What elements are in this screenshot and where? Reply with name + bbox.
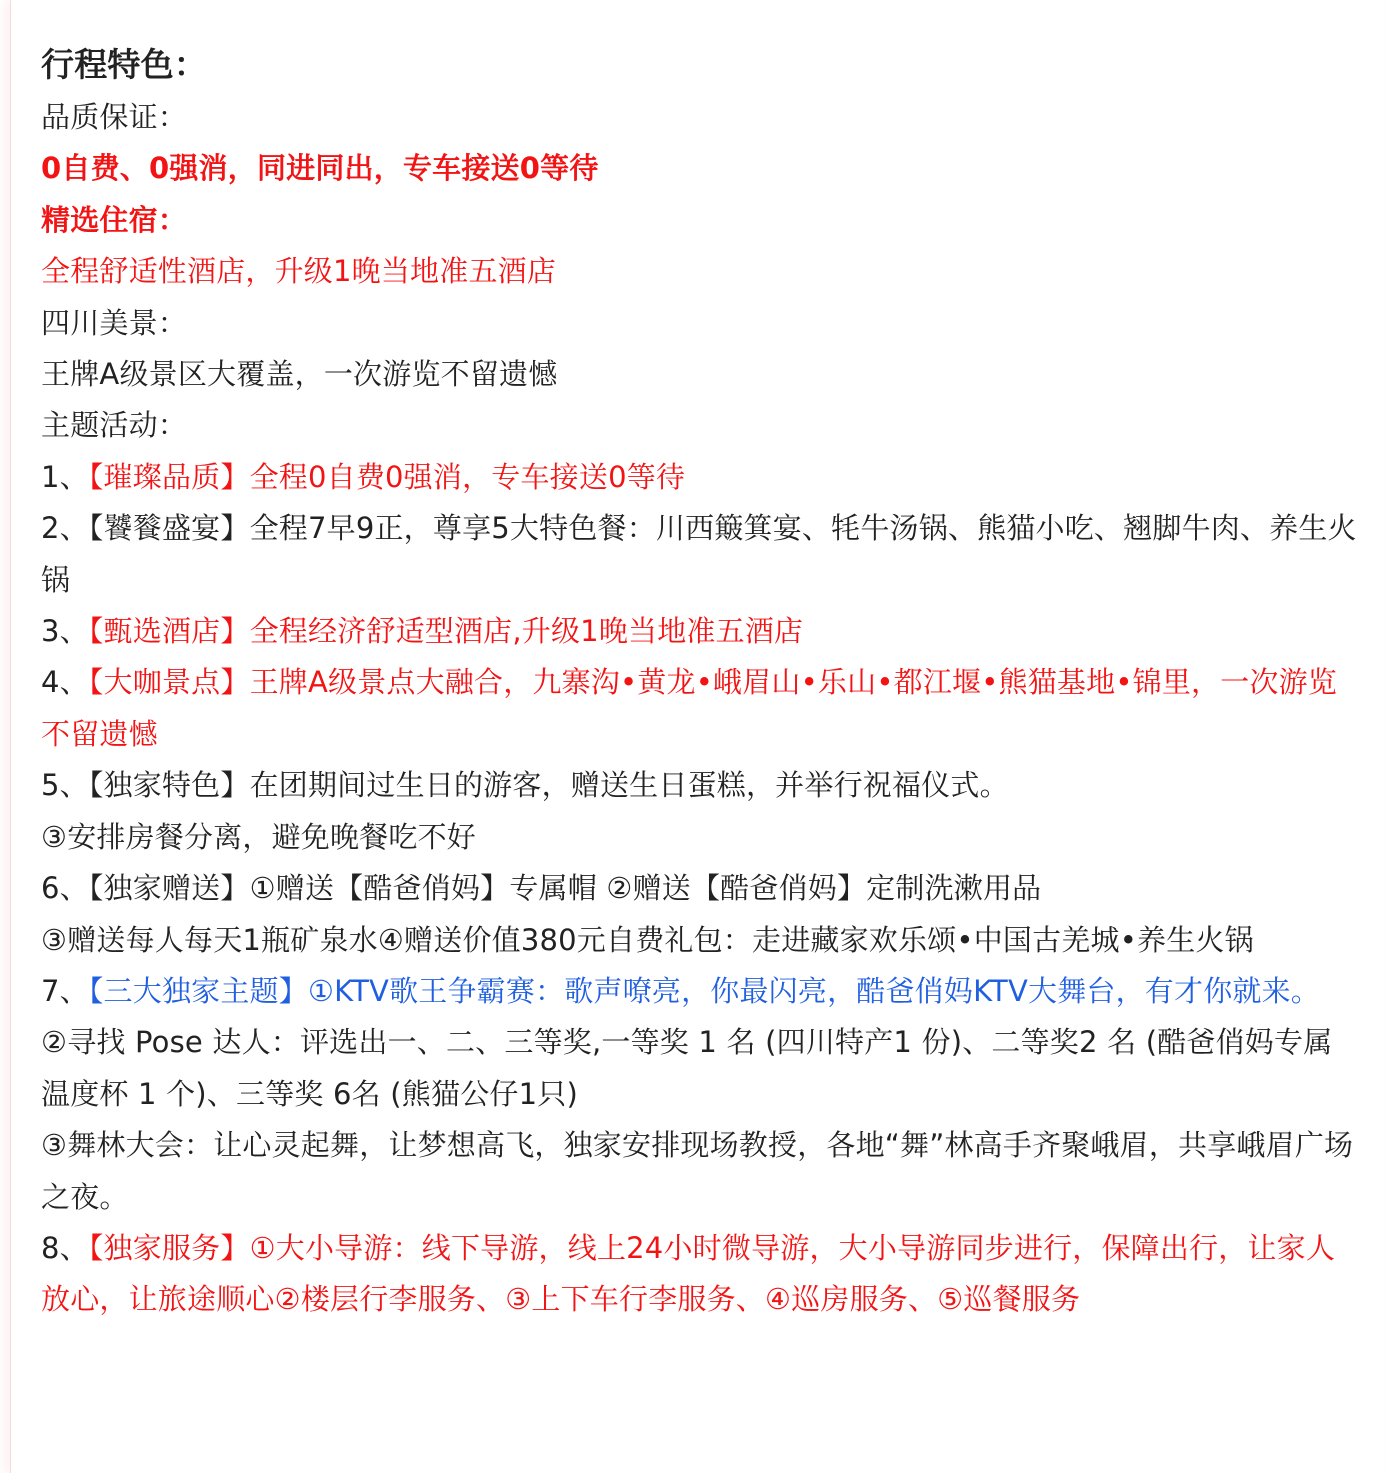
list-item <box>41 657 1359 760</box>
item-text: 王牌A级景点大融合，九寨沟•黄龙•峨眉山•乐山•都江堰•熊猫基地•锦里，一次游览不留遗憾 <box>41 665 1338 751</box>
item-title: 【甄选酒店】 <box>88 614 250 649</box>
page-title: 行程特色： <box>41 45 207 84</box>
item-number: 2、 <box>41 511 89 546</box>
item-text: ①大小导游：线下导游，线上24小时微导游，大小导游同步进行，保障出行，让家人放心，让旅途顺心②楼层行李服务、③上下车行李服务、④巡房服务、⑤巡餐服务 <box>41 1230 1336 1317</box>
list-item <box>41 966 1359 1017</box>
itinerary-features <box>41 38 1359 1326</box>
item-title: 【独家赠送】 <box>88 871 250 906</box>
activities-label: 主题活动： <box>41 408 188 443</box>
item-extra: ②寻找 Pose 达人：评选出一、二、三等奖,一等奖 1 名 (四川特产1 份)、二等奖2 名 (酷爸俏妈专属温度杯 1 个)、三等奖 6名 (熊猫公仔1只) <box>41 1025 1333 1111</box>
lodging-label: 精选住宿： <box>41 202 188 237</box>
list-item <box>41 503 1359 606</box>
item-title: 【璀璨品质】 <box>88 459 250 494</box>
item-extra: ③舞林大会：让心灵起舞，让梦想高飞，独家安排现场教授，各地“舞”林高手齐聚峨眉，共享峨眉广场之夜。 <box>41 1128 1354 1214</box>
scenery-text: 王牌A级景区大覆盖，一次游览不留遗憾 <box>41 357 558 392</box>
item-number: 6、 <box>41 871 89 906</box>
scenery-label: 四川美景： <box>41 305 188 340</box>
item-title: 【大咖景点】 <box>88 665 250 700</box>
list-item <box>41 760 1359 811</box>
item-text: 全程0自费0强消，专车接送0等待 <box>249 459 686 494</box>
item-text: ①KTV歌王争霸赛：歌声嘹亮，你最闪亮，酷爸俏妈KTV大舞台，有才你就来。 <box>307 973 1321 1008</box>
item-number: 5、 <box>41 768 89 803</box>
item-text: 全程7早9正，尊享5大特色餐：川西簸箕宴、牦牛汤锅、熊猫小吃、翘脚牛肉、养生火锅 <box>41 511 1357 597</box>
list-item <box>41 863 1359 914</box>
item-title: 【饕餮盛宴】 <box>88 511 250 546</box>
lodging-text: 全程舒适性酒店，升级1晚当地准五酒店 <box>41 254 557 289</box>
item-title: 【独家服务】 <box>88 1230 250 1265</box>
document-card <box>10 0 1385 1473</box>
item-text: 全程经济舒适型酒店,升级1晚当地准五酒店 <box>249 614 804 649</box>
item-number: 3、 <box>41 614 89 649</box>
item-title: 【三大独家主题】 <box>88 973 308 1008</box>
item-number: 8、 <box>41 1230 89 1265</box>
item-number: 4、 <box>41 665 89 700</box>
item-title: 【独家特色】 <box>88 768 250 803</box>
list-item <box>41 452 1359 503</box>
item-extra: ③赠送每人每天1瓶矿泉水④赠送价值380元自费礼包：走进藏家欢乐颂•中国古羌城•养生火锅 <box>41 922 1254 957</box>
item-extra: ③安排房餐分离，避免晚餐吃不好 <box>41 819 476 854</box>
list-item <box>41 606 1359 657</box>
item-number: 1、 <box>41 459 89 494</box>
item-text: 在团期间过生日的游客，赠送生日蛋糕，并举行祝福仪式。 <box>249 768 1009 803</box>
quality-label: 品质保证： <box>41 100 188 134</box>
quality-text: 0自费、0强消，同进同出，专车接送0等待 <box>41 151 599 186</box>
item-number: 7、 <box>41 973 89 1008</box>
list-item <box>41 1223 1359 1326</box>
item-text: ①赠送【酷爸俏妈】专属帽 ②赠送【酷爸俏妈】定制洗漱用品 <box>249 871 1042 906</box>
